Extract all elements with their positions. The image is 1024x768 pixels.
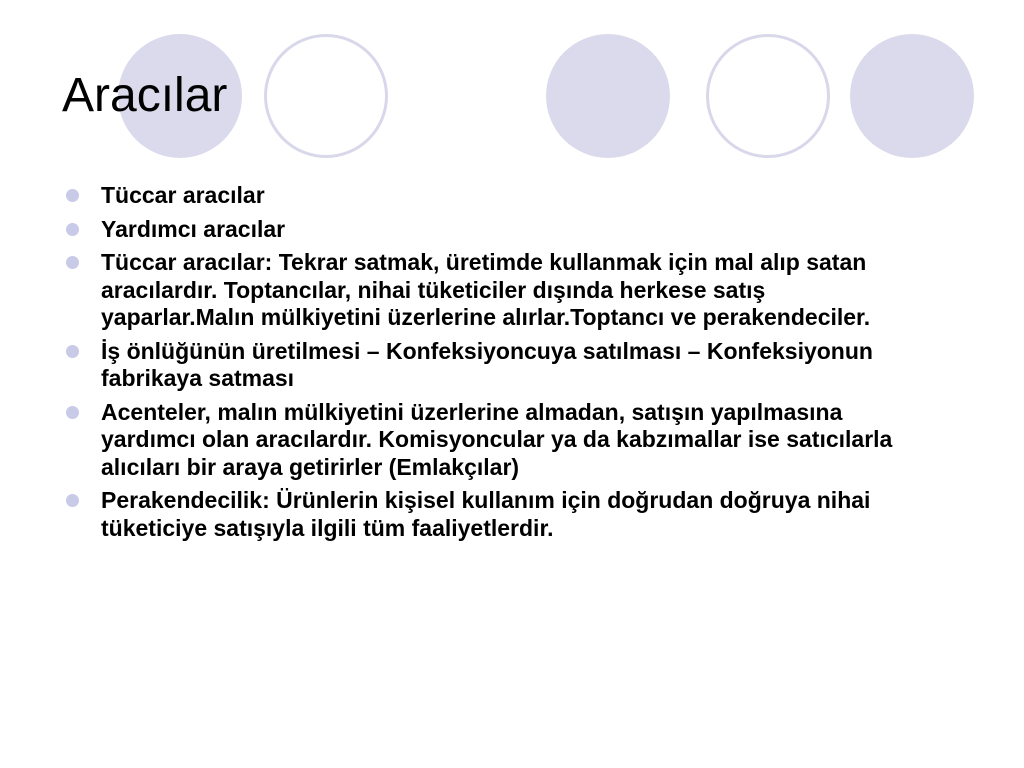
bullet-text: Tüccar aracılar: Tekrar satmak, üretimde kullanmak için mal alıp satan aracılardır. Toptancılar, nihai tüketiciler dışında herkese satış yaparlar.Malın mülkiyetini üzerlerine alırlar.Toptancı ve perakendeciler. [101,249,871,330]
bullet-text: Acenteler, malın mülkiyetini üzerlerine almadan, satışın yapılmasına yardımcı olan aracılardır. Komisyoncular ya da kabzımallar ise satıcılarla alıcıları bir araya getirirler (Emlakçılar) [101,398,893,480]
bullet-text: Perakendecilik: Ürünlerin kişisel kullanım için doğrudan doğruya nihai tüketiciye satışıyla ilgili tüm faaliyetlerdir. [101,487,871,541]
bullet-item [0,249,1024,332]
bullet-text: Yardımcı aracılar [101,215,286,242]
bullet-dot-icon [66,494,79,507]
decorative-circle-outline [264,34,388,158]
bullet-list [0,182,1024,548]
decorative-circle-filled [546,34,670,158]
decorative-circle-outline [706,34,830,158]
bullet-item [0,182,1024,210]
bullet-text: Tüccar aracılar [101,182,265,208]
bullet-text: İş önlüğünün üretilmesi – Konfeksiyoncuya satılması – Konfeksiyonun fabrikaya satması [101,337,873,391]
bullet-item [0,399,1024,482]
bullet-dot-icon [66,223,79,236]
bullet-dot-icon [66,406,79,419]
slide-title: Aracılar [62,69,228,122]
bullet-item [0,487,1024,542]
bullet-dot-icon [66,256,79,269]
bullet-dot-icon [66,345,79,358]
decorative-circle-filled [850,34,974,158]
bullet-dot-icon [66,189,79,202]
bullet-item [0,338,1024,393]
bullet-item [0,216,1024,244]
